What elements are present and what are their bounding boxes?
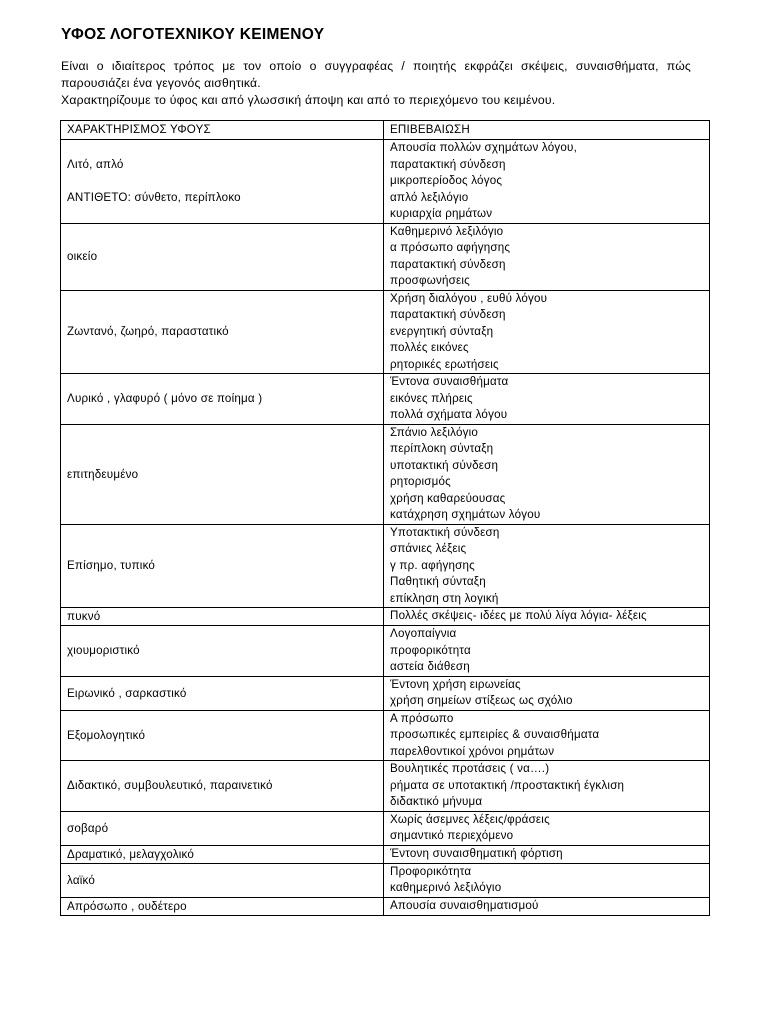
evidence-item: μικροπερίοδος λόγος bbox=[390, 174, 503, 187]
table-row bbox=[61, 223, 710, 290]
evidence-cell bbox=[384, 140, 710, 224]
style-label: Διδακτικό, συμβουλευτικό, παραινετικό bbox=[67, 779, 273, 793]
table-row bbox=[61, 374, 710, 425]
style-table bbox=[60, 120, 710, 916]
evidence-item: Πολλές σκέψεις- ιδέες με πολύ λίγα λόγια- λέξεις bbox=[390, 609, 647, 623]
document-title: ΥΦΟΣ ΛΟΓΟΤΕΧΝΙΚΟΥ ΚΕΙΜΕΝΟΥ bbox=[61, 26, 325, 43]
evidence-cell bbox=[384, 223, 710, 290]
style-label: Ζωντανό, ζωηρό, παραστατικό bbox=[67, 325, 229, 339]
evidence-cell bbox=[384, 897, 710, 915]
evidence-item: υποτακτική σύνδεση bbox=[390, 458, 499, 472]
evidence-item: εικόνες πλήρεις bbox=[390, 391, 473, 405]
evidence-item: κυριαρχία ρημάτων bbox=[390, 207, 493, 220]
header-evidence: ΕΠΙΒΕΒΑΙΩΣΗ bbox=[384, 121, 710, 140]
table-row bbox=[61, 845, 710, 863]
evidence-item: α πρόσωπο αφήγησης bbox=[390, 241, 511, 254]
evidence-item: Παθητική σύνταξη bbox=[390, 575, 486, 588]
evidence-item: ρήματα σε υποτακτική /προστακτική έγκλιση bbox=[390, 778, 625, 792]
style-cell bbox=[61, 863, 384, 897]
evidence-item: πολλές εικόνες bbox=[390, 341, 469, 354]
style-label: Λυρικό , γλαφυρό ( μόνο σε ποίημα ) bbox=[67, 392, 263, 406]
intro-line-characterization: Χαρακτηρίζουμε το ύφος και από γλωσσική άποψη και από το περιεχόμενο του κειμένου. bbox=[61, 93, 556, 107]
evidence-item: παρατακτική σύνδεση bbox=[390, 308, 506, 321]
table-row bbox=[61, 897, 710, 915]
evidence-cell bbox=[384, 524, 710, 608]
evidence-item: περίπλοκη σύνταξη bbox=[390, 442, 494, 455]
style-label: ΑΝΤΙΘΕΤΟ: σύνθετο, περίπλοκο bbox=[67, 191, 241, 205]
evidence-item: χρήση σημείων στίξεως ως σχόλιο bbox=[390, 694, 573, 707]
table-row bbox=[61, 140, 710, 224]
style-cell bbox=[61, 140, 384, 224]
evidence-item: παρατακτική σύνδεση bbox=[390, 157, 506, 171]
evidence-item: Προφορικότητα bbox=[390, 864, 472, 878]
evidence-item: προφορικότητα bbox=[390, 643, 471, 657]
evidence-cell bbox=[384, 626, 710, 677]
table-row bbox=[61, 424, 710, 524]
style-label: επιτηδευμένο bbox=[67, 467, 139, 481]
evidence-item: προσφωνήσεις bbox=[390, 274, 470, 287]
evidence-item: αστεία διάθεση bbox=[390, 660, 470, 673]
evidence-item: απλό λεξιλόγιο bbox=[390, 190, 469, 204]
style-label: σοβαρό bbox=[67, 821, 109, 835]
evidence-cell bbox=[384, 676, 710, 710]
style-label: Ειρωνικό , σαρκαστικό bbox=[67, 686, 187, 700]
style-label: οικείο bbox=[67, 250, 98, 263]
evidence-item: ενεργητική σύνταξη bbox=[390, 324, 494, 338]
style-cell bbox=[61, 626, 384, 677]
evidence-item: σημαντικό περιεχόμενο bbox=[390, 829, 514, 842]
evidence-item: ρητορικές ερωτήσεις bbox=[390, 357, 499, 371]
evidence-item: πολλά σχήματα λόγου bbox=[390, 408, 508, 421]
evidence-item: παρελθοντικοί χρόνοι ρημάτων bbox=[390, 744, 555, 758]
table-row bbox=[61, 608, 710, 626]
style-cell bbox=[61, 811, 384, 845]
evidence-item: Α πρόσωπο bbox=[390, 711, 454, 725]
style-label: Δραματικό, μελαγχολικό bbox=[67, 847, 194, 861]
evidence-item: καθημερινό λεξιλόγιο bbox=[390, 881, 502, 894]
evidence-item: Έντονη χρήση ειρωνείας bbox=[390, 677, 521, 691]
style-cell bbox=[61, 223, 384, 290]
evidence-cell bbox=[384, 811, 710, 845]
evidence-item: χρήση καθαρεύουσας bbox=[390, 491, 506, 505]
evidence-item: κατάχρηση σχημάτων λόγου bbox=[390, 508, 541, 521]
evidence-item: Έντονα συναισθήματα bbox=[390, 375, 509, 388]
evidence-item: Απουσία πολλών σχημάτων λόγου, bbox=[390, 141, 577, 154]
style-label: χιουμοριστικό bbox=[67, 644, 140, 658]
evidence-item: Καθημερινό λεξιλόγιο bbox=[390, 224, 504, 238]
table-body bbox=[61, 140, 710, 916]
style-label: λαϊκό bbox=[67, 873, 96, 887]
style-label: πυκνό bbox=[67, 610, 101, 623]
evidence-item: διδακτικό μήνυμα bbox=[390, 795, 483, 808]
evidence-item: Σπάνιο λεξιλόγιο bbox=[390, 425, 479, 439]
style-cell bbox=[61, 676, 384, 710]
evidence-item: προσωπικές εμπειρίες & συναισθήματα bbox=[390, 728, 600, 741]
evidence-item: Έντονη συναισθηματική φόρτιση bbox=[390, 846, 563, 860]
table-row bbox=[61, 761, 710, 812]
evidence-item: ρητορισμός bbox=[390, 475, 451, 488]
style-label: Λιτό, απλό bbox=[67, 158, 124, 172]
evidence-item: γ πρ. αφήγησης bbox=[390, 558, 475, 572]
evidence-cell bbox=[384, 845, 710, 863]
table-row bbox=[61, 290, 710, 374]
intro-line-definition: Είναι ο ιδιαίτερος τρόπος με τον οποίο ο συγγραφέας / ποιητής εκφράζει σκέψεις, συναισθήματα, πώς παρουσιάζει ένα γεγονός αισθητικά. bbox=[61, 59, 691, 90]
header-style: ΧΑΡΑΚΤΗΡΙΣΜΟΣ ΥΦΟΥΣ bbox=[61, 121, 384, 140]
evidence-item: Χρήση διαλόγου , ευθύ λόγου bbox=[390, 291, 548, 305]
evidence-cell bbox=[384, 761, 710, 812]
style-cell bbox=[61, 290, 384, 374]
evidence-item: Υποτακτική σύνδεση bbox=[390, 525, 500, 539]
evidence-cell bbox=[384, 863, 710, 897]
style-cell bbox=[61, 761, 384, 812]
style-cell bbox=[61, 374, 384, 425]
table-row bbox=[61, 811, 710, 845]
style-cell bbox=[61, 897, 384, 915]
style-cell bbox=[61, 524, 384, 608]
evidence-item: παρατακτική σύνδεση bbox=[390, 257, 506, 271]
table-row bbox=[61, 626, 710, 677]
table-row bbox=[61, 710, 710, 761]
table-header-row bbox=[61, 121, 710, 140]
table-row bbox=[61, 524, 710, 608]
table-row bbox=[61, 863, 710, 897]
style-cell bbox=[61, 424, 384, 524]
evidence-item: Χωρίς άσεμνες λέξεις/φράσεις bbox=[390, 812, 550, 826]
evidence-cell bbox=[384, 608, 710, 626]
evidence-cell bbox=[384, 424, 710, 524]
evidence-cell bbox=[384, 710, 710, 761]
evidence-cell bbox=[384, 374, 710, 425]
evidence-item: Λογοπαίγνια bbox=[390, 627, 457, 640]
style-cell bbox=[61, 845, 384, 863]
style-label: Εξομολογητικό bbox=[67, 728, 146, 742]
evidence-item: Απουσία συναισθηματισμού bbox=[390, 898, 539, 912]
style-label: Απρόσωπο , ουδέτερο bbox=[67, 899, 187, 913]
style-label: Επίσημο, τυπικό bbox=[67, 559, 156, 573]
style-cell bbox=[61, 710, 384, 761]
evidence-cell bbox=[384, 290, 710, 374]
style-cell bbox=[61, 608, 384, 626]
style-spacer bbox=[67, 173, 377, 189]
intro-paragraph bbox=[61, 58, 691, 109]
table-row bbox=[61, 676, 710, 710]
evidence-item: σπάνιες λέξεις bbox=[390, 542, 467, 555]
evidence-item: επίκληση στη λογική bbox=[390, 591, 499, 605]
evidence-item: Βουλητικές προτάσεις ( να….) bbox=[390, 762, 550, 775]
